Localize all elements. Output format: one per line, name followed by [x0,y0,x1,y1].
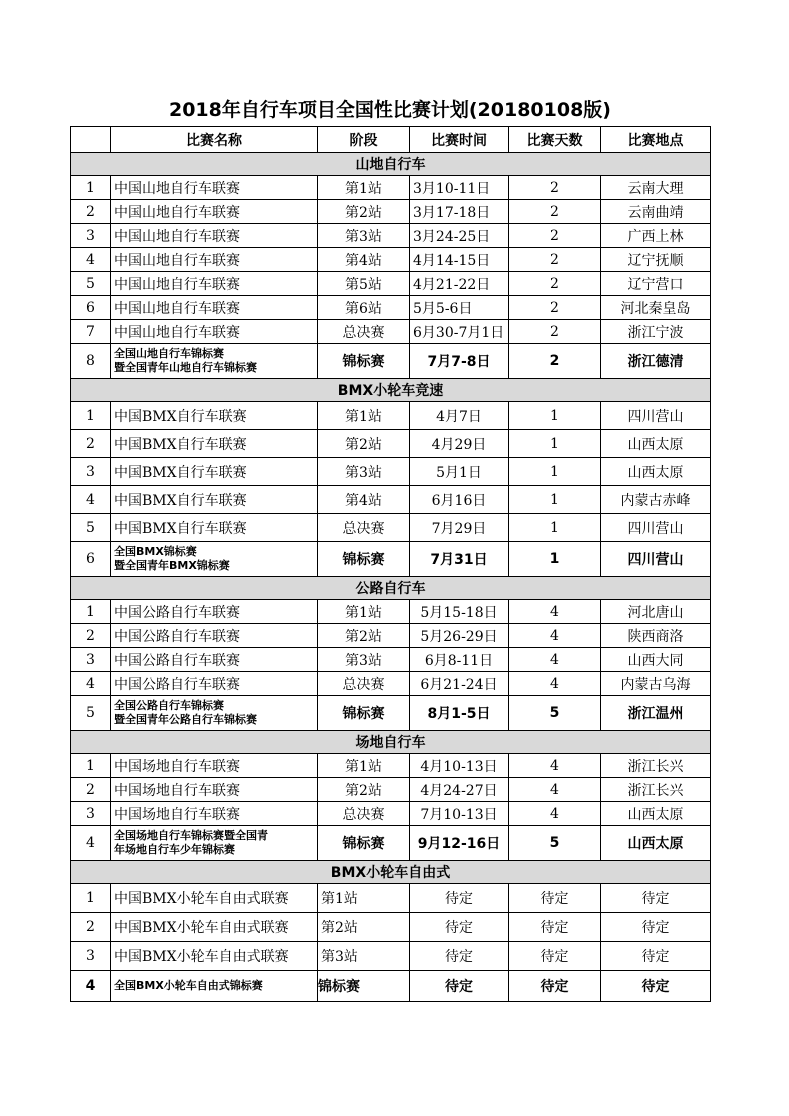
row-number: 3 [71,802,111,826]
event-days: 2 [509,176,601,200]
event-days: 2 [509,200,601,224]
section-title: 山地自行车 [71,153,711,176]
event-days: 1 [509,486,601,514]
event-place: 四川营山 [601,402,711,430]
event-name: 中国山地自行车联赛 [111,176,318,200]
event-place: 云南曲靖 [601,200,711,224]
stage: 第4站 [318,248,410,272]
event-place: 内蒙古赤峰 [601,486,711,514]
event-name: 中国场地自行车联赛 [111,802,318,826]
event-time: 5月1日 [410,458,509,486]
schedule-table [70,126,711,1002]
championship-name [111,542,318,577]
stage: 第2站 [318,913,410,942]
row-number: 4 [71,971,111,1002]
event-time: 3月24-25日 [410,224,509,248]
header-days: 比赛天数 [509,127,601,153]
stage: 第2站 [318,200,410,224]
table-row [71,296,711,320]
event-days: 4 [509,802,601,826]
stage: 第3站 [318,224,410,248]
championship-row [71,826,711,861]
event-place: 待定 [601,942,711,971]
championship-name-line2: 年场地自行车少年锦标赛 [114,843,235,856]
event-days: 2 [509,272,601,296]
event-time: 待定 [410,942,509,971]
row-number: 3 [71,224,111,248]
event-days: 2 [509,344,601,379]
event-name: 中国BMX自行车联赛 [111,402,318,430]
event-days: 5 [509,696,601,731]
championship-row [71,696,711,731]
event-name: 中国山地自行车联赛 [111,296,318,320]
event-name: 中国BMX小轮车自由式联赛 [111,942,318,971]
stage: 第2站 [318,624,410,648]
event-time: 5月26-29日 [410,624,509,648]
header-place: 比赛地点 [601,127,711,153]
header-time: 比赛时间 [410,127,509,153]
event-days: 待定 [509,971,601,1002]
event-place: 广西上林 [601,224,711,248]
event-time: 待定 [410,971,509,1002]
event-time: 7月7-8日 [410,344,509,379]
section-title: 公路自行车 [71,577,711,600]
stage: 第1站 [318,600,410,624]
stage: 第1站 [318,176,410,200]
event-time: 4月29日 [410,430,509,458]
table-row [71,600,711,624]
row-number: 4 [71,248,111,272]
page-title: 2018年自行车项目全国性比赛计划(20180108版) [168,99,611,121]
event-days: 5 [509,826,601,861]
event-place: 河北秦皇岛 [601,296,711,320]
table-row [71,176,711,200]
event-days: 2 [509,320,601,344]
stage: 第3站 [318,648,410,672]
event-days: 1 [509,430,601,458]
event-place: 浙江长兴 [601,754,711,778]
event-days: 4 [509,624,601,648]
table-row [71,913,711,942]
event-place: 浙江温州 [601,696,711,731]
event-name: 中国山地自行车联赛 [111,200,318,224]
table-row [71,942,711,971]
row-number: 2 [71,430,111,458]
header-name: 比赛名称 [111,127,318,153]
table-row [71,458,711,486]
row-number: 2 [71,913,111,942]
event-place: 云南大理 [601,176,711,200]
championship-name [111,971,318,1002]
table-row [71,754,711,778]
event-name: 中国BMX小轮车自由式联赛 [111,884,318,913]
event-time: 7月29日 [410,514,509,542]
event-name: 中国BMX自行车联赛 [111,430,318,458]
row-number: 2 [71,778,111,802]
table-row [71,200,711,224]
event-place: 待定 [601,971,711,1002]
section-header-row [71,153,711,176]
event-place: 山西太原 [601,802,711,826]
table-row [71,884,711,913]
stage: 第1站 [318,884,410,913]
championship-name-line2: 暨全国青年BMX锦标赛 [114,559,230,572]
championship-name-line2: 暨全国青年山地自行车锦标赛 [114,361,257,374]
row-number: 1 [71,884,111,913]
table-row [71,402,711,430]
event-days: 2 [509,296,601,320]
stage: 第2站 [318,430,410,458]
championship-row [71,971,711,1002]
stage: 总决赛 [318,514,410,542]
championship-name-line1: 全国BMX小轮车自由式锦标赛 [114,979,263,992]
row-number: 4 [71,486,111,514]
row-number: 4 [71,672,111,696]
event-days: 待定 [509,942,601,971]
stage: 第5站 [318,272,410,296]
header-stage: 阶段 [318,127,410,153]
stage: 锦标赛 [318,542,410,577]
table-row [71,802,711,826]
stage: 第6站 [318,296,410,320]
event-place: 待定 [601,884,711,913]
event-time: 5月5-6日 [410,296,509,320]
section-title: 场地自行车 [71,731,711,754]
event-days: 2 [509,224,601,248]
championship-name-line1: 全国公路自行车锦标赛 [114,699,224,712]
stage: 总决赛 [318,320,410,344]
event-time: 9月12-16日 [410,826,509,861]
row-number: 1 [71,754,111,778]
event-days: 待定 [509,913,601,942]
table-row [71,514,711,542]
event-time: 3月17-18日 [410,200,509,224]
event-days: 4 [509,672,601,696]
event-place: 待定 [601,913,711,942]
event-place: 四川营山 [601,542,711,577]
stage: 第3站 [318,942,410,971]
event-time: 4月7日 [410,402,509,430]
header-row [71,127,711,153]
event-time: 7月10-13日 [410,802,509,826]
championship-name [111,344,318,379]
championship-name [111,826,318,861]
row-number: 6 [71,296,111,320]
championship-name-line1: 全国山地自行车锦标赛 [114,347,224,360]
stage: 锦标赛 [318,696,410,731]
section-header-row [71,731,711,754]
event-name: 中国公路自行车联赛 [111,648,318,672]
stage: 锦标赛 [318,971,410,1002]
table-row [71,672,711,696]
row-number: 2 [71,200,111,224]
event-days: 4 [509,648,601,672]
event-name: 中国公路自行车联赛 [111,672,318,696]
stage: 总决赛 [318,802,410,826]
event-time: 5月15-18日 [410,600,509,624]
event-name: 中国BMX自行车联赛 [111,486,318,514]
event-time: 3月10-11日 [410,176,509,200]
event-time: 4月14-15日 [410,248,509,272]
event-place: 四川营山 [601,514,711,542]
stage: 第4站 [318,486,410,514]
event-time: 8月1-5日 [410,696,509,731]
event-days: 1 [509,458,601,486]
row-number: 1 [71,600,111,624]
event-time: 7月31日 [410,542,509,577]
event-days: 4 [509,600,601,624]
event-place: 辽宁营口 [601,272,711,296]
event-time: 6月21-24日 [410,672,509,696]
stage: 第3站 [318,458,410,486]
row-number: 7 [71,320,111,344]
row-number: 4 [71,826,111,861]
section-title: BMX小轮车自由式 [71,861,711,884]
event-place: 山西太原 [601,430,711,458]
event-name: 中国BMX小轮车自由式联赛 [111,913,318,942]
event-days: 1 [509,514,601,542]
event-place: 陕西商洛 [601,624,711,648]
table-row [71,248,711,272]
row-number: 2 [71,624,111,648]
event-place: 河北唐山 [601,600,711,624]
row-number: 1 [71,402,111,430]
event-time: 待定 [410,913,509,942]
event-place: 浙江宁波 [601,320,711,344]
event-place: 浙江长兴 [601,778,711,802]
event-days: 1 [509,402,601,430]
event-place: 内蒙古乌海 [601,672,711,696]
event-days: 4 [509,754,601,778]
event-name: 中国BMX自行车联赛 [111,514,318,542]
championship-name-line1: 全国场地自行车锦标赛暨全国青 [114,829,268,842]
table-row [71,648,711,672]
championship-row [71,542,711,577]
event-time: 6月16日 [410,486,509,514]
event-days: 待定 [509,884,601,913]
table-row [71,320,711,344]
championship-name [111,696,318,731]
event-time: 6月8-11日 [410,648,509,672]
section-header-row [71,861,711,884]
event-name: 中国公路自行车联赛 [111,624,318,648]
table-row [71,778,711,802]
championship-name-line2: 暨全国青年公路自行车锦标赛 [114,713,257,726]
row-number: 5 [71,696,111,731]
stage: 总决赛 [318,672,410,696]
schedule-body [71,127,711,1002]
event-days: 4 [509,778,601,802]
event-name: 中国山地自行车联赛 [111,224,318,248]
event-name: 中国公路自行车联赛 [111,600,318,624]
event-place: 辽宁抚顺 [601,248,711,272]
row-number: 6 [71,542,111,577]
table-row [71,224,711,248]
event-name: 中国BMX自行车联赛 [111,458,318,486]
row-number: 5 [71,514,111,542]
championship-name-line1: 全国BMX锦标赛 [114,545,197,558]
row-number: 1 [71,176,111,200]
event-place: 山西太原 [601,826,711,861]
table-row [71,486,711,514]
stage: 锦标赛 [318,826,410,861]
section-header-row [71,379,711,402]
stage: 第1站 [318,402,410,430]
event-time: 待定 [410,884,509,913]
championship-row [71,344,711,379]
header-no [71,127,111,153]
stage: 锦标赛 [318,344,410,379]
row-number: 8 [71,344,111,379]
table-row [71,272,711,296]
event-name: 中国场地自行车联赛 [111,754,318,778]
section-header-row [71,577,711,600]
event-time: 6月30-7月1日 [410,320,509,344]
event-place: 浙江德清 [601,344,711,379]
event-time: 4月21-22日 [410,272,509,296]
stage: 第1站 [318,754,410,778]
event-time: 4月10-13日 [410,754,509,778]
section-title: BMX小轮车竞速 [71,379,711,402]
event-place: 山西大同 [601,648,711,672]
event-name: 中国山地自行车联赛 [111,272,318,296]
event-place: 山西太原 [601,458,711,486]
row-number: 3 [71,458,111,486]
event-name: 中国山地自行车联赛 [111,248,318,272]
event-days: 1 [509,542,601,577]
table-row [71,430,711,458]
event-name: 中国场地自行车联赛 [111,778,318,802]
row-number: 3 [71,648,111,672]
row-number: 5 [71,272,111,296]
table-row [71,624,711,648]
row-number: 3 [71,942,111,971]
event-time: 4月24-27日 [410,778,509,802]
stage: 第2站 [318,778,410,802]
event-name: 中国山地自行车联赛 [111,320,318,344]
event-days: 2 [509,248,601,272]
